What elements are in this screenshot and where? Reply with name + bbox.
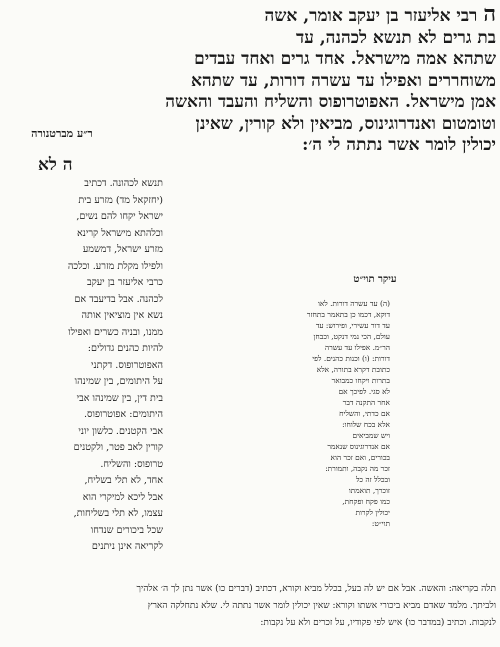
bartenura-line: וכלהתא מישראל קרינא (76, 227, 163, 239)
tosafot-header: עיקר תוי״ט (353, 274, 397, 285)
tosafot-line: עולם, הכי נמי דנקט, וכבחן (313, 332, 390, 341)
bartenura-line: ישראל יקחו להם נשים, (76, 211, 163, 222)
tosafot-line: כמו פקח ופקחת, (342, 497, 390, 506)
tosafot-line: זכר מה נקבה, ותמורת: (325, 464, 390, 473)
tosafot-line: יכולין לקרות (355, 508, 390, 517)
bottom-line: לנקבות. וכתיב (במדבר כו) איש לפי פקודיו, על זכרים ולא על נקבות: (260, 618, 496, 628)
bartenura-line: שכל ביכורים שנדחו (90, 524, 163, 536)
bartenura-line: טרופוס: והשליח. (100, 458, 163, 470)
mishnah-text (118, 4, 496, 157)
mishnah-line-4: משוחררים ואפילו עד עשרה דורות, עד שתהא (190, 70, 496, 91)
tosafot-line: בתרות ויקחו כמבואר (331, 376, 390, 385)
tosafot-line: הר״מ. אפילו עד עשרה (324, 343, 390, 352)
tosafot-line: דורות: (ו) וכנות כהנים. לפי (312, 354, 390, 363)
tosafot-commentary (250, 298, 390, 598)
bartenura-line: בית דין, בין שמינהו אבי (76, 392, 163, 404)
mishnah-line-7: יכולין לומר אשר נתתה לי ה׳: (302, 135, 496, 155)
tosafot-line: אם כדתי, והשליח (339, 409, 390, 418)
bartenura-line: אחד, לא תלי בשליח, (84, 475, 163, 486)
tosafot-line: ויש שמביאים (352, 431, 390, 440)
bartenura-line: להיות כהנים גדולים: (87, 343, 163, 354)
bottom-line: תלה בקריאה: והאשה. אבל אם יש לה בעל, בכלל מביא וקורא, דכתיב (דברים כו) אשר נתן לך ה׳ אלהיך (136, 584, 496, 594)
bartenura-line: האפוטרופוס. דקתני (91, 359, 163, 371)
bartenura-line: אבל ליכא למיקרי הוא (82, 491, 163, 503)
bartenura-line: קורין לאב פטר, ולקטנים (73, 442, 163, 453)
tosafot-line: אחר התקנה דבר (342, 398, 390, 407)
mishnah-line-2: בת גרים לא תנשא לכהנה, עד (296, 27, 496, 48)
mishnah-drop-letter: ה (483, 4, 496, 27)
bartenura-line: (יחזקאל מד) מזרע בית (78, 194, 163, 206)
tosafot-line: ובכלל זה כל (355, 475, 390, 484)
tosafot-line: לא סגי. לפיכך אם (338, 387, 390, 396)
bartenura-line: לקריאה אינן ניתנים (91, 541, 163, 552)
tosafot-line: אלא בכח שלוחו: (342, 420, 390, 429)
bartenura-lead-word: ה לא (38, 155, 73, 175)
bartenura-line: ממנו, ובניה כשרים ואפילו (68, 326, 163, 338)
bartenura-line: ולפילו מקלת מזרע. וכלכה (67, 260, 163, 272)
bartenura-line: היתומים: אפוטרופוס. (84, 409, 163, 420)
mishnah-line-6: וטומטום ואנדרוגינוס, מביאין ולא קורין, שאינן (195, 113, 496, 134)
tosafot-line: דוקא, דכמו כן בתאמר בתחזר (306, 310, 390, 319)
tosafot-line: זוכרך, תואמתו (348, 486, 390, 495)
mishnah-line-1 (118, 4, 496, 28)
bartenura-line: אבי הקטנים. כלשון יוני (78, 425, 163, 437)
tosafot-line: כתובת דקרא בתורה, אלא (316, 365, 390, 374)
tosafot-line: עד דור עשירי, ופירוש: עד (315, 321, 390, 330)
mishnah-line-1-text: רבי אליעזר בן יעקב אומר, אשה (264, 6, 478, 26)
mishnah-line-5: אמן מישראל. האפוטרופוס והשליח והעבד והאשה (165, 92, 496, 112)
bartenura-line: על היתומים, בין שמינהו (74, 376, 163, 387)
bartenura-line: תנשא לכהונה. דכתיב (84, 178, 163, 189)
tosafot-line: (ה) עד עשרה דורות. לאו (317, 299, 390, 308)
tosafot-line: אם אנדרוגינוס שנאמר (327, 442, 390, 451)
bartenura-line: כרבי אליעזר בן יעקב (86, 277, 163, 288)
bartenura-commentary (60, 176, 163, 556)
bottom-line: ולביתך. מלמד שאדם מביא ביכורי אשתו וקורא: שאין יכולין לומר אשר נתתה לי. שלא נתחלקה הארץ (147, 601, 496, 611)
tosafot-line: בכורים, ואם זכר הוא (330, 453, 390, 462)
mishnah-line-3: שתהא אמה מישראל. אחד גרים ואחד עבדים (194, 49, 496, 69)
bartenura-header: ר״ע מברטנורה (31, 127, 93, 140)
bartenura-line: עצמו, לא תלי בשליחות, (73, 508, 163, 519)
tosafot-line: תוי״ט: (371, 519, 390, 528)
bartenura-line: לכהנה. אבל בדיעבד אם (74, 293, 163, 305)
bottom-commentary (64, 581, 496, 632)
bartenura-line: נשא אין מוציאין אותה (81, 310, 163, 321)
bartenura-line: מזרע ישראל, דמשמע (82, 244, 163, 255)
